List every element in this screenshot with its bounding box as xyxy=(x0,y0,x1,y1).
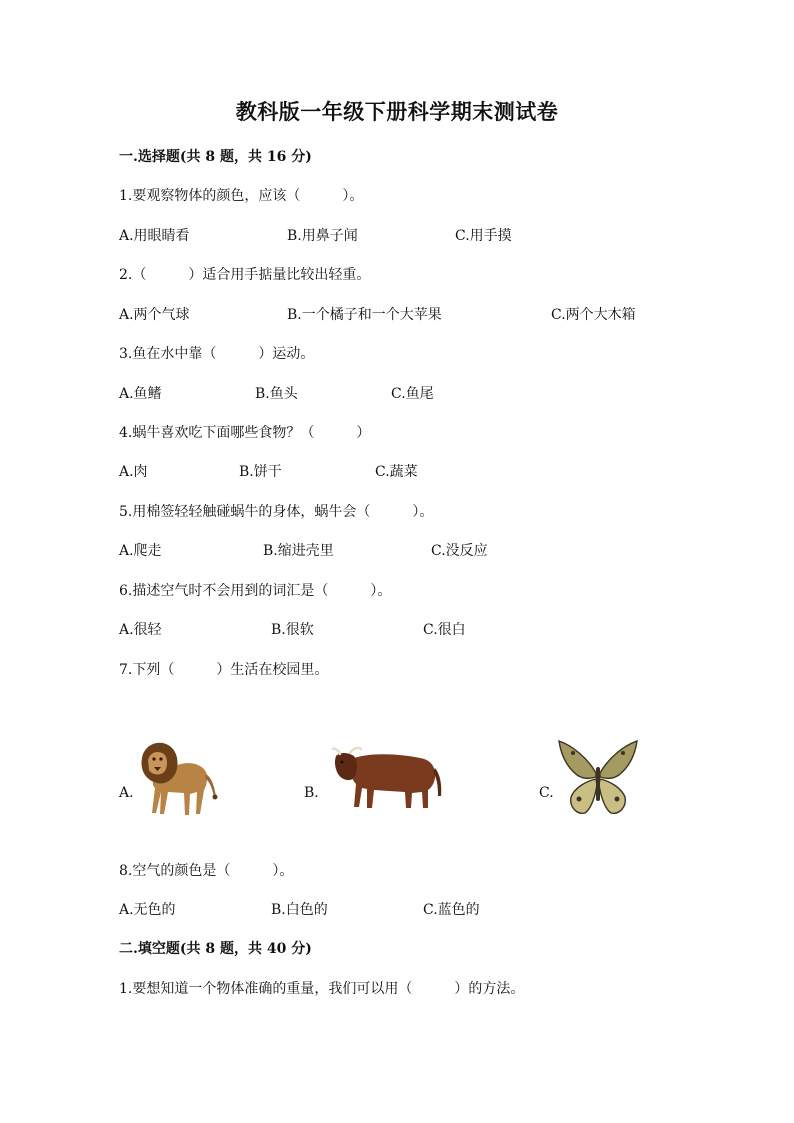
q7-option-c-label[interactable]: C. xyxy=(539,785,554,801)
q7-option-b-label[interactable]: B. xyxy=(304,785,319,801)
q8-option-a[interactable]: A.无色的 xyxy=(119,902,176,918)
question-7: 7.下列（ ）生活在校园里。 xyxy=(119,662,329,678)
q8-option-b[interactable]: B.白色的 xyxy=(271,902,328,918)
section-header-choice: 一.选择题(共 8 题，共 16 分) xyxy=(119,149,312,165)
question-6: 6.描述空气时不会用到的词汇是（ ）。 xyxy=(119,583,392,599)
q5-option-a[interactable]: A.爬走 xyxy=(119,543,162,559)
q7-option-a-label[interactable]: A. xyxy=(119,785,134,801)
q1-option-b[interactable]: B.用鼻子闻 xyxy=(287,228,358,244)
q3-option-b[interactable]: B.鱼头 xyxy=(255,386,298,402)
q3-option-a[interactable]: A.鱼鳍 xyxy=(119,386,162,402)
question-8: 8.空气的颜色是（ ）。 xyxy=(119,863,294,879)
q3-option-c[interactable]: C.鱼尾 xyxy=(391,386,434,402)
q1-option-c[interactable]: C.用手摸 xyxy=(455,228,512,244)
question-5: 5.用棉签轻轻触碰蜗牛的身体，蜗牛会（ ）。 xyxy=(119,504,434,520)
section-header-fill: 二.填空题(共 8 题，共 40 分) xyxy=(119,941,312,957)
q5-option-b[interactable]: B.缩进壳里 xyxy=(263,543,334,559)
q8-option-c[interactable]: C.蓝色的 xyxy=(423,902,480,918)
q2-option-c[interactable]: C.两个大木箱 xyxy=(551,307,636,323)
q5-option-c[interactable]: C.没反应 xyxy=(431,543,488,559)
q2-option-b[interactable]: B.一个橘子和一个大苹果 xyxy=(287,307,442,323)
q6-option-c[interactable]: C.很白 xyxy=(423,622,466,638)
page-title: 教科版一年级下册科学期末测试卷 xyxy=(235,99,559,124)
q6-option-b[interactable]: B.很软 xyxy=(271,622,314,638)
bull-icon[interactable] xyxy=(332,744,446,812)
fill-question-1: 1.要想知道一个物体准确的重量，我们可以用（ ）的方法。 xyxy=(119,981,525,997)
question-4: 4.蜗牛喜欢吃下面哪些食物？（ ） xyxy=(119,425,371,441)
q1-option-a[interactable]: A.用眼睛看 xyxy=(119,228,190,244)
q4-option-b[interactable]: B.饼干 xyxy=(239,464,282,480)
q2-option-a[interactable]: A.两个气球 xyxy=(119,307,190,323)
q4-option-c[interactable]: C.蔬菜 xyxy=(375,464,418,480)
q4-option-a[interactable]: A.肉 xyxy=(119,464,148,480)
lion-icon[interactable] xyxy=(134,738,218,820)
question-3: 3.鱼在水中靠（ ）运动。 xyxy=(119,346,315,362)
butterfly-icon[interactable] xyxy=(557,737,639,819)
question-2: 2.（ ）适合用手掂量比较出轻重。 xyxy=(119,267,371,283)
q6-option-a[interactable]: A.很轻 xyxy=(119,622,162,638)
question-1: 1.要观察物体的颜色，应该（ ）。 xyxy=(119,188,364,204)
